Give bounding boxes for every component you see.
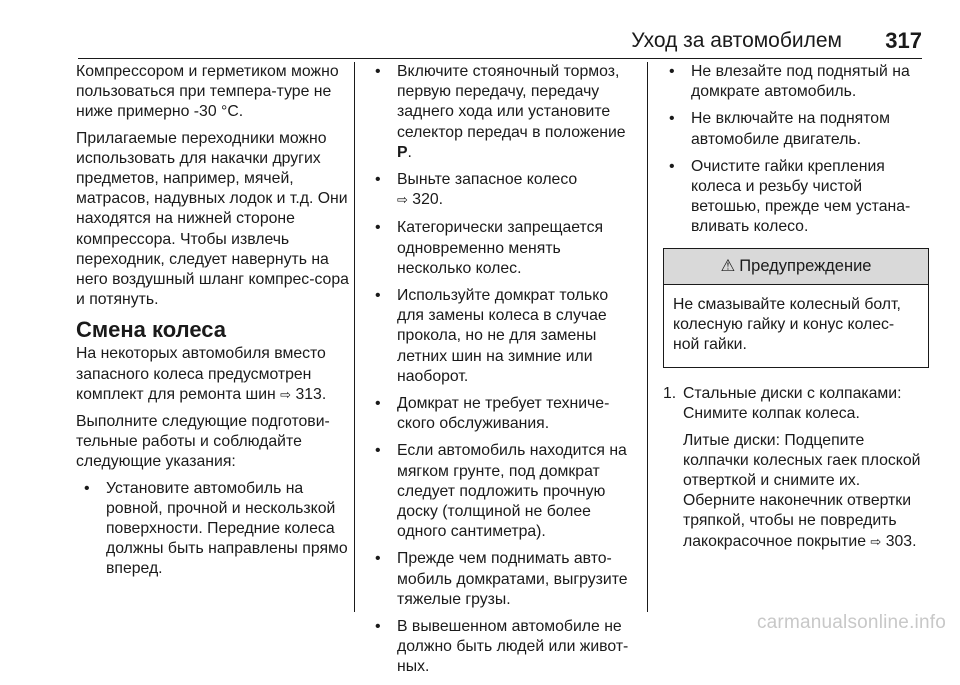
- column-3: [663, 62, 929, 553]
- procedure-steps: [663, 384, 929, 553]
- list-item-end: .: [407, 143, 412, 161]
- paragraph-compressor-temp: Компрессором и герметиком можно пользоваться при темпера-туре не ниже примерно -30 °C.: [76, 63, 339, 121]
- list-item: • Прежде чем поднимать авто-мобиль домкратами, выгрузите тяжелые грузы.: [369, 549, 639, 610]
- gear-position-p: P: [397, 143, 408, 161]
- safety-list: [663, 62, 929, 238]
- page-header: [38, 28, 922, 56]
- column-divider-1: [354, 62, 355, 612]
- reference-arrow-icon: ⇨: [870, 534, 882, 550]
- list-item: • Не влезайте под поднятый на домкрате автомобиль.: [663, 62, 929, 102]
- header-title: Уход за автомобилем: [631, 29, 842, 52]
- paragraph-repair-kit: [76, 344, 352, 406]
- paragraph-preparation: Выполните следующие подготови-тельные работы и соблюдайте следующие указания:: [76, 413, 330, 471]
- page-reference-link[interactable]: 313.: [295, 385, 327, 403]
- step-number: 1.: [663, 385, 677, 403]
- parking-brake-text: Включите стояночный тормоз, первую передачу, передачу заднего хода или установите селектор передач в положение: [397, 63, 626, 141]
- list-item: • Используйте домкрат только для замены колеса в случае прокола, но не для замены летних шин на зимние или наоборот.: [369, 286, 639, 387]
- warning-title: Предупреждение: [739, 257, 872, 276]
- warning-triangle-icon: ⚠: [720, 257, 736, 276]
- page-number: 317: [885, 28, 922, 53]
- list-item: [369, 170, 639, 211]
- step-subparagraph: [683, 431, 929, 553]
- reference-arrow-icon: ⇨: [280, 387, 292, 403]
- section-title: Смена колеса: [76, 317, 227, 343]
- page-reference-link[interactable]: 303.: [885, 532, 917, 550]
- paragraph-adapters: Прилагаемые переходники можно использовать для накачки других предметов, например, мячей, матрасов, надувных лодок и т.д. Они находятся на нижней стороне компрессора. Чтобы извлечь переходник, следует навернуть на него воздушный шланг компрес-сора и потянуть.: [76, 129, 349, 309]
- list-item: • Не включайте на поднятом автомобиле двигатель.: [663, 109, 929, 149]
- preparation-list: [76, 479, 352, 580]
- list-item: [369, 62, 639, 163]
- list-item: • Очистите гайки крепления колеса и резьбу чистой ветошью, прежде чем устана-вливать колесо.: [663, 157, 929, 238]
- watermark: carmanualsonline.info: [756, 612, 946, 633]
- warning-text: Не смазывайте колесный болт, колесную гайку и конус колес-ной гайки.: [673, 295, 901, 354]
- spare-wheel-text: Выньте запасное колесо: [397, 171, 578, 189]
- page-reference-link[interactable]: 320.: [412, 191, 444, 209]
- step-text: Стальные диски с колпаками: Снимите колпак колеса.: [683, 385, 902, 423]
- reference-arrow-icon: ⇨: [397, 193, 408, 209]
- repair-kit-text: На некоторых автомобиля вместо запасного колеса предусмотрен комплект для ремонта шин: [76, 345, 326, 403]
- list-item: • Если автомобиль находится на мягком грунте, под домкрат следует подложить прочную доску (толщиной не более одного сантиметра).: [369, 441, 639, 542]
- column-1: [76, 62, 352, 587]
- list-item: • Категорически запрещается одновременно менять несколько колес.: [369, 218, 639, 279]
- list-item: • Домкрат не требует техниче-ского обслуживания.: [369, 394, 639, 434]
- preparation-list-continued: [369, 62, 639, 678]
- header-rule: [78, 58, 922, 59]
- column-2: [369, 62, 639, 685]
- alloy-wheels-text: Литые диски: Подцепите колпачки колесных гаек плоской отверткой и снимите их. Оберните наконечник отвертки тряпкой, чтобы не повредить лакокрасочное покрытие: [683, 431, 921, 550]
- step-item: [663, 384, 929, 553]
- column-divider-2: [647, 62, 648, 612]
- list-item: • В вывешенном автомобиле не должно быть людей или живот-ных.: [369, 617, 639, 678]
- warning-box: [663, 248, 929, 369]
- list-item: • Установите автомобиль на ровной, прочной и нескользкой поверхности. Передние колеса должны быть направлены прямо вперед.: [76, 479, 352, 580]
- warning-header: [664, 249, 928, 285]
